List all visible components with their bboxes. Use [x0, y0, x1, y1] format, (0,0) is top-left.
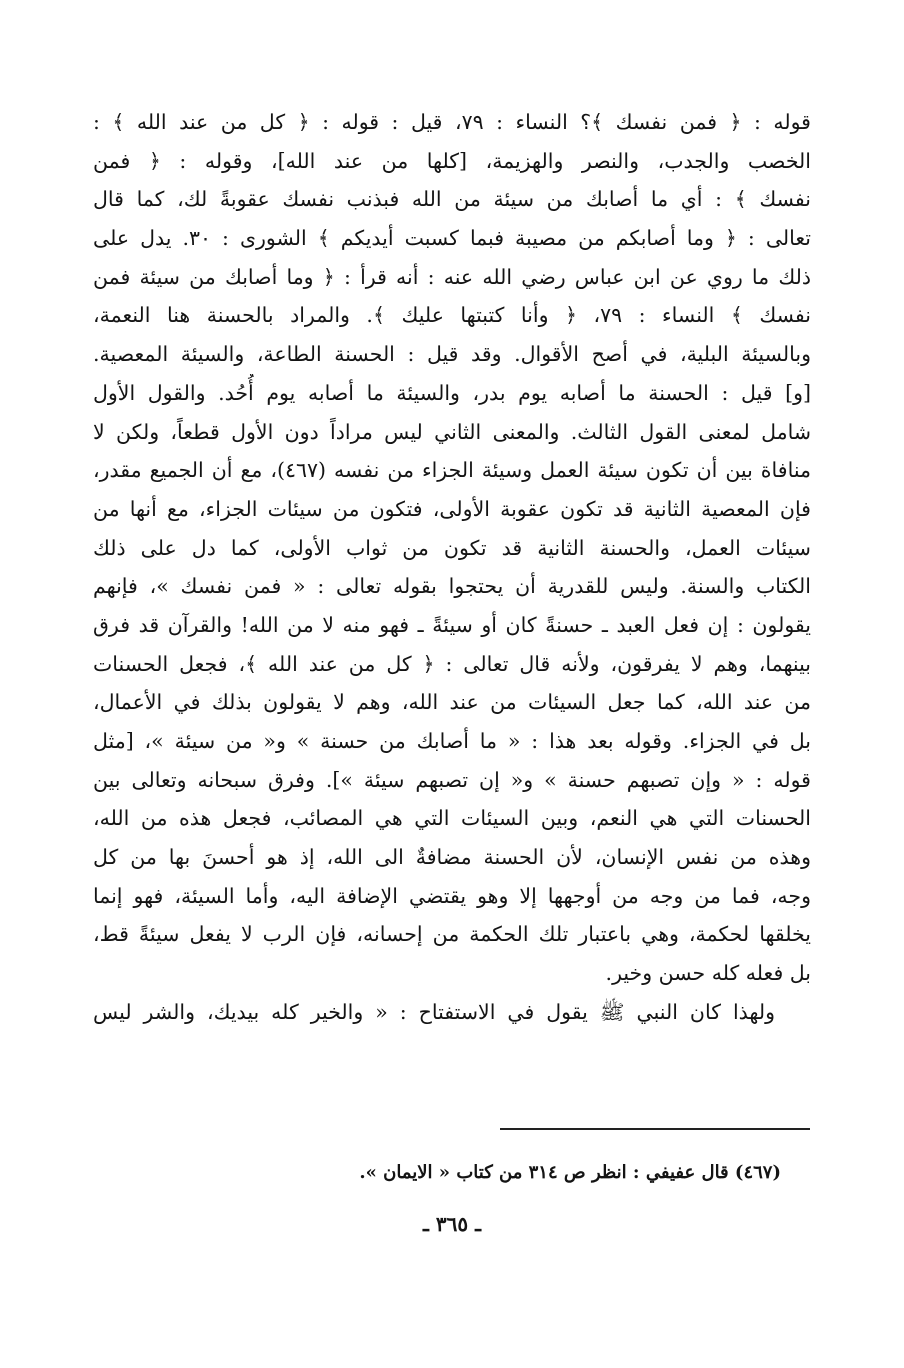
text-line: [و] قيل : الحسنة ما أصابه يوم بدر، والسيئة ما أصابه يوم أُحُد. والقول الأول — [93, 380, 811, 405]
text-line: نفسك ﴾ النساء : ٧٩، ﴿ وأنا كتبتها عليك ﴾. والمراد بالحسنة هنا النعمة، — [93, 303, 811, 328]
text-line: من عند الله، كما جعل السيئات من عند الله، وهم لا يقولون بذلك في الأعمال، — [93, 690, 811, 715]
text-line: بينهما، وهم لا يفرقون، ولأنه قال تعالى : ﴿ كل من عند الله ﴾، فجعل الحسنات — [93, 651, 811, 676]
text-line: ذلك ما روي عن ابن عباس رضي الله عنه : أنه قرأ : ﴿ وما أصابك من سيئة فمن — [93, 264, 811, 289]
text-line: تعالى : ﴿ وما أصابكم من مصيبة فبما كسبت أيديكم ﴾ الشورى : ٣٠. يدل على — [93, 226, 811, 251]
body-text — [93, 103, 811, 1032]
paragraph-start-line: ولهذا كان النبي ﷺ يقول في الاستفتاح : « والخير كله بيديك، والشر ليس — [93, 999, 775, 1024]
text-line: الكتاب والسنة. وليس للقدرية أن يحتجوا بقوله تعالى : « فمن نفسك »، فإنهم — [93, 574, 811, 599]
paragraph-end-line: بل فعله كله حسن وخير. — [605, 961, 811, 986]
text-line: قوله : « وإن تصبهم حسنة » و« إن تصبهم سيئة »]. وفرق سبحانه وتعالى بين — [93, 767, 811, 792]
text-line: سيئات العمل، والحسنة الثانية قد تكون من ثواب الأولى، كما دل على ذلك — [93, 535, 811, 560]
text-line: وجه، فما من وجه من أوجهها إلا وهو يقتضي الإضافة اليه، وأما السيئة، فهو إنما — [93, 883, 811, 908]
text-line: بل في الجزاء. وقوله بعد هذا : « ما أصابك من حسنة » و« من سيئة »، [مثل — [93, 729, 811, 753]
text-line: قوله : ﴿ فمن نفسك ﴾؟ النساء : ٧٩، قيل : قوله : ﴿ كل من عند الله ﴾ : — [93, 110, 811, 134]
text-line: يخلقها لحكمة، وهي باعتبار تلك الحكمة من إحسانه، فإن الرب لا يفعل سيئةً قط، — [93, 922, 811, 947]
text-line: يقولون : إن فعل العبد ـ حسنةً كان أو سيئةً ـ فهو منه لا من الله! والقرآن قد فرق — [93, 612, 811, 637]
text-line: نفسك ﴾ : أي ما أصابك من سيئة من الله فبذنب نفسك عقوبةً لك، كما قال — [93, 187, 811, 212]
text-line: منافاة بين أن تكون سيئة العمل وسيئة الجزاء من نفسه (٤٦٧)، مع أن الجميع مقدر، — [93, 458, 811, 483]
text-line: الخصب والجدب، والنصر والهزيمة، [كلها من عند الله]، وقوله : ﴿ فمن — [93, 148, 811, 173]
text-line: فإن المعصية الثانية قد تكون عقوبة الأولى، فتكون من سيئات الجزاء، مع أنها من — [93, 496, 811, 521]
footnote: (٤٦٧) قال عفيفي : انظر ص ٣١٤ من كتاب « الايمان ». — [359, 1162, 781, 1183]
text-line: الحسنات التي هي النعم، وبين السيئات التي هي المصائب، فجعل هذه من الله، — [93, 806, 811, 831]
footnote-divider — [500, 1128, 810, 1130]
text-line: وبالسيئة البلية، في أصح الأقوال. وقد قيل : الحسنة الطاعة، والسيئة المعصية. — [93, 342, 811, 367]
text-line: شامل لمعنى القول الثالث. والمعنى الثاني ليس مراداً دون الأول قطعاً، ولكن لا — [93, 419, 811, 444]
text-line: وهذه من نفس الإنسان، لأن الحسنة مضافةٌ الى الله، إذ هو أحسنَ بها من كل — [93, 845, 811, 870]
page-number: ـ ٣٦٥ ـ — [423, 1212, 481, 1236]
